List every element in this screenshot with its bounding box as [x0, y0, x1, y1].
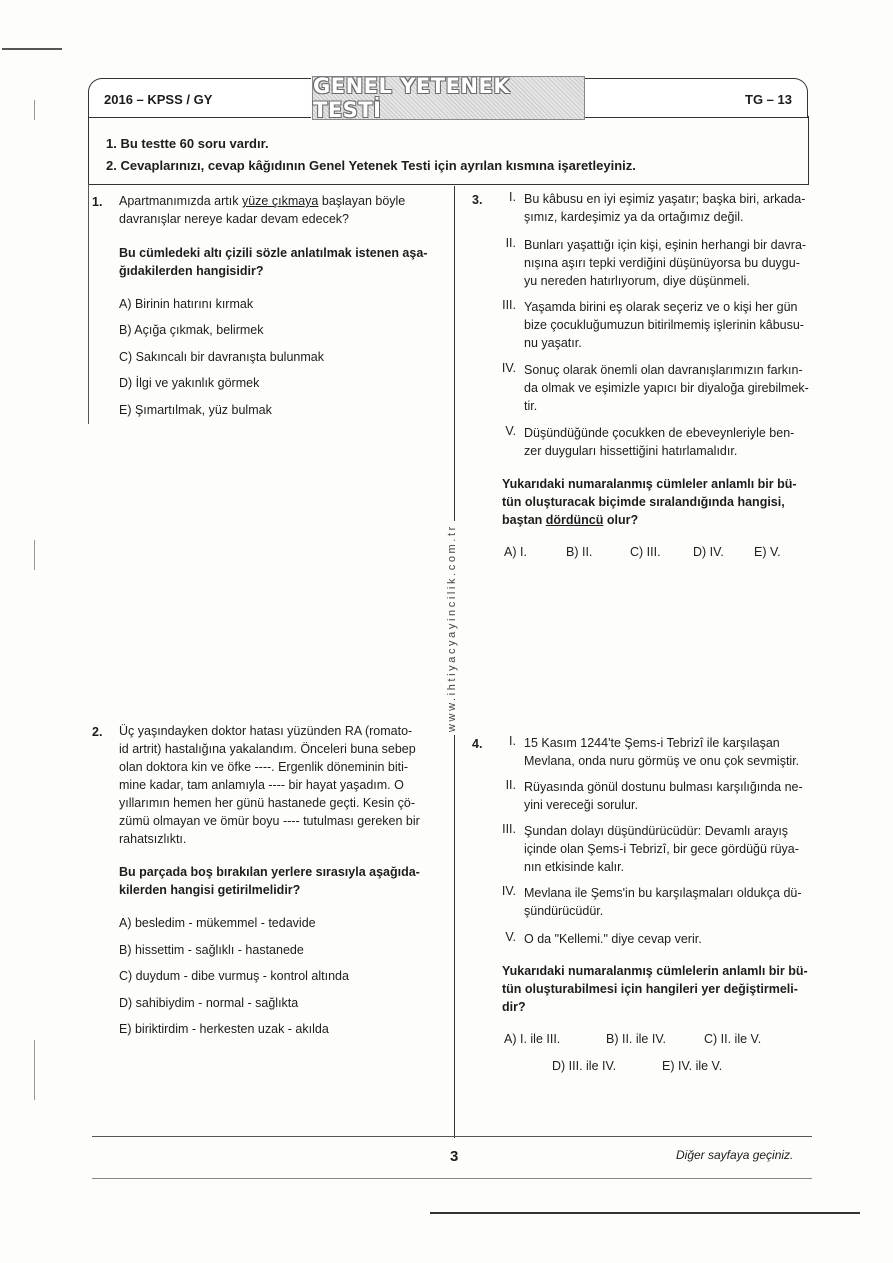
question-number: 1.: [92, 195, 103, 209]
answer-option: E) IV. ile V.: [662, 1059, 723, 1073]
left-column-edge: [88, 184, 89, 424]
answer-option: A) I.: [504, 545, 527, 559]
booklet-code: TG – 13: [745, 92, 792, 107]
statement-line: yini vereceği sorulur.: [524, 798, 638, 812]
answer-option: D) sahibiydim - normal - sağlıkta: [119, 996, 299, 1010]
statement-line: nın etkisinde kalır.: [524, 860, 625, 874]
roman-numeral: V.: [505, 930, 516, 944]
statement-line: yu nereden hatırlıyorum, diye düşünmeli.: [524, 274, 750, 288]
underlined-phrase: yüze çıkmaya: [241, 194, 319, 208]
question-number: 4.: [472, 737, 483, 751]
question-stem: baştan dördüncü olur?: [502, 513, 639, 527]
footer-rule-bottom: [92, 1178, 812, 1179]
question-stem: tün oluşturabilmesi için hangileri yer değiştirmeli-: [502, 982, 798, 996]
statement-line: Şundan dolayı düşündürücüdür: Devamlı arayış: [524, 824, 789, 838]
statement-line: şımız, kardeşimiz ya da ortağımız değil.: [524, 210, 744, 224]
statement-line: Sonuç olarak önemli olan davranışlarımızın farkın-: [524, 363, 803, 377]
question-text-line: Apartmanımızda artık yüze çıkmaya başlayan böyle: [119, 194, 406, 208]
answer-option: A) besledim - mükemmel - tedavide: [119, 916, 316, 930]
answer-option: B) hissettim - sağlıklı - hastanede: [119, 943, 304, 957]
roman-numeral: III.: [502, 822, 516, 836]
statement-line: da olmak ve eşimizle yapıcı bir diyaloğa girebilmek-: [524, 381, 809, 395]
next-page-note: Diğer sayfaya geçiniz.: [676, 1148, 794, 1162]
statement-line: Mevlana ile Şems'in bu karşılaşmaları oldukça dü-: [524, 886, 802, 900]
answer-option: B) II.: [566, 545, 593, 559]
answer-option: E) Şımartılmak, yüz bulmak: [119, 403, 272, 417]
question-stem: kilerden hangisi getirilmelidir?: [119, 883, 301, 897]
question-stem: Bu parçada boş bırakılan yerlere sırasıyla aşağıda-: [119, 865, 420, 879]
answer-option: D) IV.: [693, 545, 724, 559]
answer-option: C) duydum - dibe vurmuş - kontrol altında: [119, 969, 349, 983]
statement-line: zer duyguları hissettiğini hatırlamalıdır.: [524, 444, 738, 458]
question-text-line: Üç yaşındayken doktor hatası yüzünden RA (romato-: [119, 724, 413, 738]
answer-option: C) II. ile V.: [704, 1032, 762, 1046]
statement-line: Mevlana, onda nuru görmüş ve onu çok sevmiştir.: [524, 754, 800, 768]
question-stem: ğıdakilerden hangisidir?: [119, 264, 264, 278]
statement-line: şündürücüdür.: [524, 904, 604, 918]
answer-option: A) I. ile III.: [504, 1032, 561, 1046]
question-text-line: zümü olmayan ve ömür boyu ---- tutulması gereken bir: [119, 814, 420, 828]
footer-rule-top: [92, 1136, 812, 1137]
question-stem: Bu cümledeki altı çizili sözle anlatılmak istenen aşa-: [119, 246, 428, 260]
roman-numeral: II.: [505, 778, 516, 792]
roman-numeral: I.: [509, 190, 516, 204]
question-text-line: mine kadar, tam anlamıyla ---- bir hayat yaşadım. O: [119, 778, 404, 792]
question-text-line: yıllarımın hemen her günü hastanede geçti. Kesin çö-: [119, 796, 416, 810]
answer-option: D) III. ile IV.: [552, 1059, 617, 1073]
statement-line: O da "Kellemi." diye cevap verir.: [524, 932, 702, 946]
answer-option: D) İlgi ve yakınlık görmek: [119, 376, 260, 390]
question-stem: Yukarıdaki numaralanmış cümleler anlamlı bir bü-: [502, 477, 797, 491]
statement-line: 15 Kasım 1244'te Şems-i Tebrizî ile karşılaşan: [524, 736, 780, 750]
question-text-line: id artrit) hastalığına yakalandım. Önceleri buna sebep: [119, 742, 416, 756]
question-text-line: olan doktora kin ve öfke ----. Ergenlik döneminin biti-: [119, 760, 409, 774]
question-text-line: rahatsızlıktı.: [119, 832, 187, 846]
answer-option: C) Sakıncalı bir davranışta bulunmak: [119, 350, 324, 364]
statement-line: nışına aşırı tepki verdiğini düşünüyorsa bu duygu-: [524, 256, 800, 270]
roman-numeral: IV.: [501, 361, 516, 375]
answer-option: B) Açığa çıkmak, belirmek: [119, 323, 264, 337]
page-number: 3: [450, 1148, 459, 1165]
exam-label: 2016 – KPSS / GY: [104, 92, 213, 107]
answer-option: C) III.: [630, 545, 661, 559]
statement-line: Rüyasında gönül dostunu bulması karşılığında ne-: [524, 780, 803, 794]
scan-edge-mark: [34, 1040, 35, 1100]
test-title-banner: [312, 76, 585, 120]
roman-numeral: V.: [505, 424, 516, 438]
question-number: 2.: [92, 725, 103, 739]
answer-option: E) V.: [754, 545, 781, 559]
statement-line: Bunları yaşattığı için kişi, eşinin herhangi bir davra-: [524, 238, 807, 252]
scan-edge-mark: [34, 540, 35, 570]
question-number: 3.: [472, 193, 483, 207]
roman-numeral: IV.: [501, 884, 516, 898]
statement-line: Düşündüğünde çocukken de ebeveynleriyle ben-: [524, 426, 795, 440]
statement-line: Yaşamda birini eş olarak seçeriz ve o kişi her gün: [524, 300, 798, 314]
answer-option: B) II. ile IV.: [606, 1032, 666, 1046]
statement-line: bize çocukluğumuzun bitirilmemiş işlerinin kâbusu-: [524, 318, 804, 332]
question-stem: Yukarıdaki numaralanmış cümlelerin anlamlı bir bü-: [502, 964, 808, 978]
instruction-line: 1. Bu testte 60 soru vardır.: [106, 136, 269, 151]
question-stem: tün oluşturacak biçimde sıralandığında hangisi,: [502, 495, 785, 509]
question-stem: dir?: [502, 1000, 526, 1014]
scan-edge-mark: [34, 100, 35, 120]
corner-mark: [2, 48, 62, 50]
scan-edge-line: [430, 1212, 860, 1214]
test-title: GENEL YETENEK TESTİ: [313, 74, 511, 122]
statement-line: tir.: [524, 399, 538, 413]
instruction-line: 2. Cevaplarınızı, cevap kâğıdının Genel Yetenek Testi için ayrılan kısmına işaretleyiniz.: [106, 158, 636, 173]
publisher-watermark: www.ihtiyacyayincilik.com.tr: [446, 521, 458, 735]
roman-numeral: II.: [505, 236, 516, 250]
question-text-line: davranışlar nereye kadar devam edecek?: [119, 212, 349, 226]
answer-option: A) Birinin hatırını kırmak: [119, 297, 254, 311]
roman-numeral: I.: [509, 734, 516, 748]
underlined-word: dördüncü: [545, 513, 604, 527]
roman-numeral: III.: [502, 298, 516, 312]
statement-line: içinde olan Şems-i Tebrizî, bir gece gördüğü rüya-: [524, 842, 799, 856]
statement-line: nu yaşatır.: [524, 336, 582, 350]
statement-line: Bu kâbusu en iyi eşimiz yaşatır; başka biri, arkada-: [524, 192, 806, 206]
answer-option: E) biriktirdim - herkesten uzak - akılda: [119, 1022, 329, 1036]
